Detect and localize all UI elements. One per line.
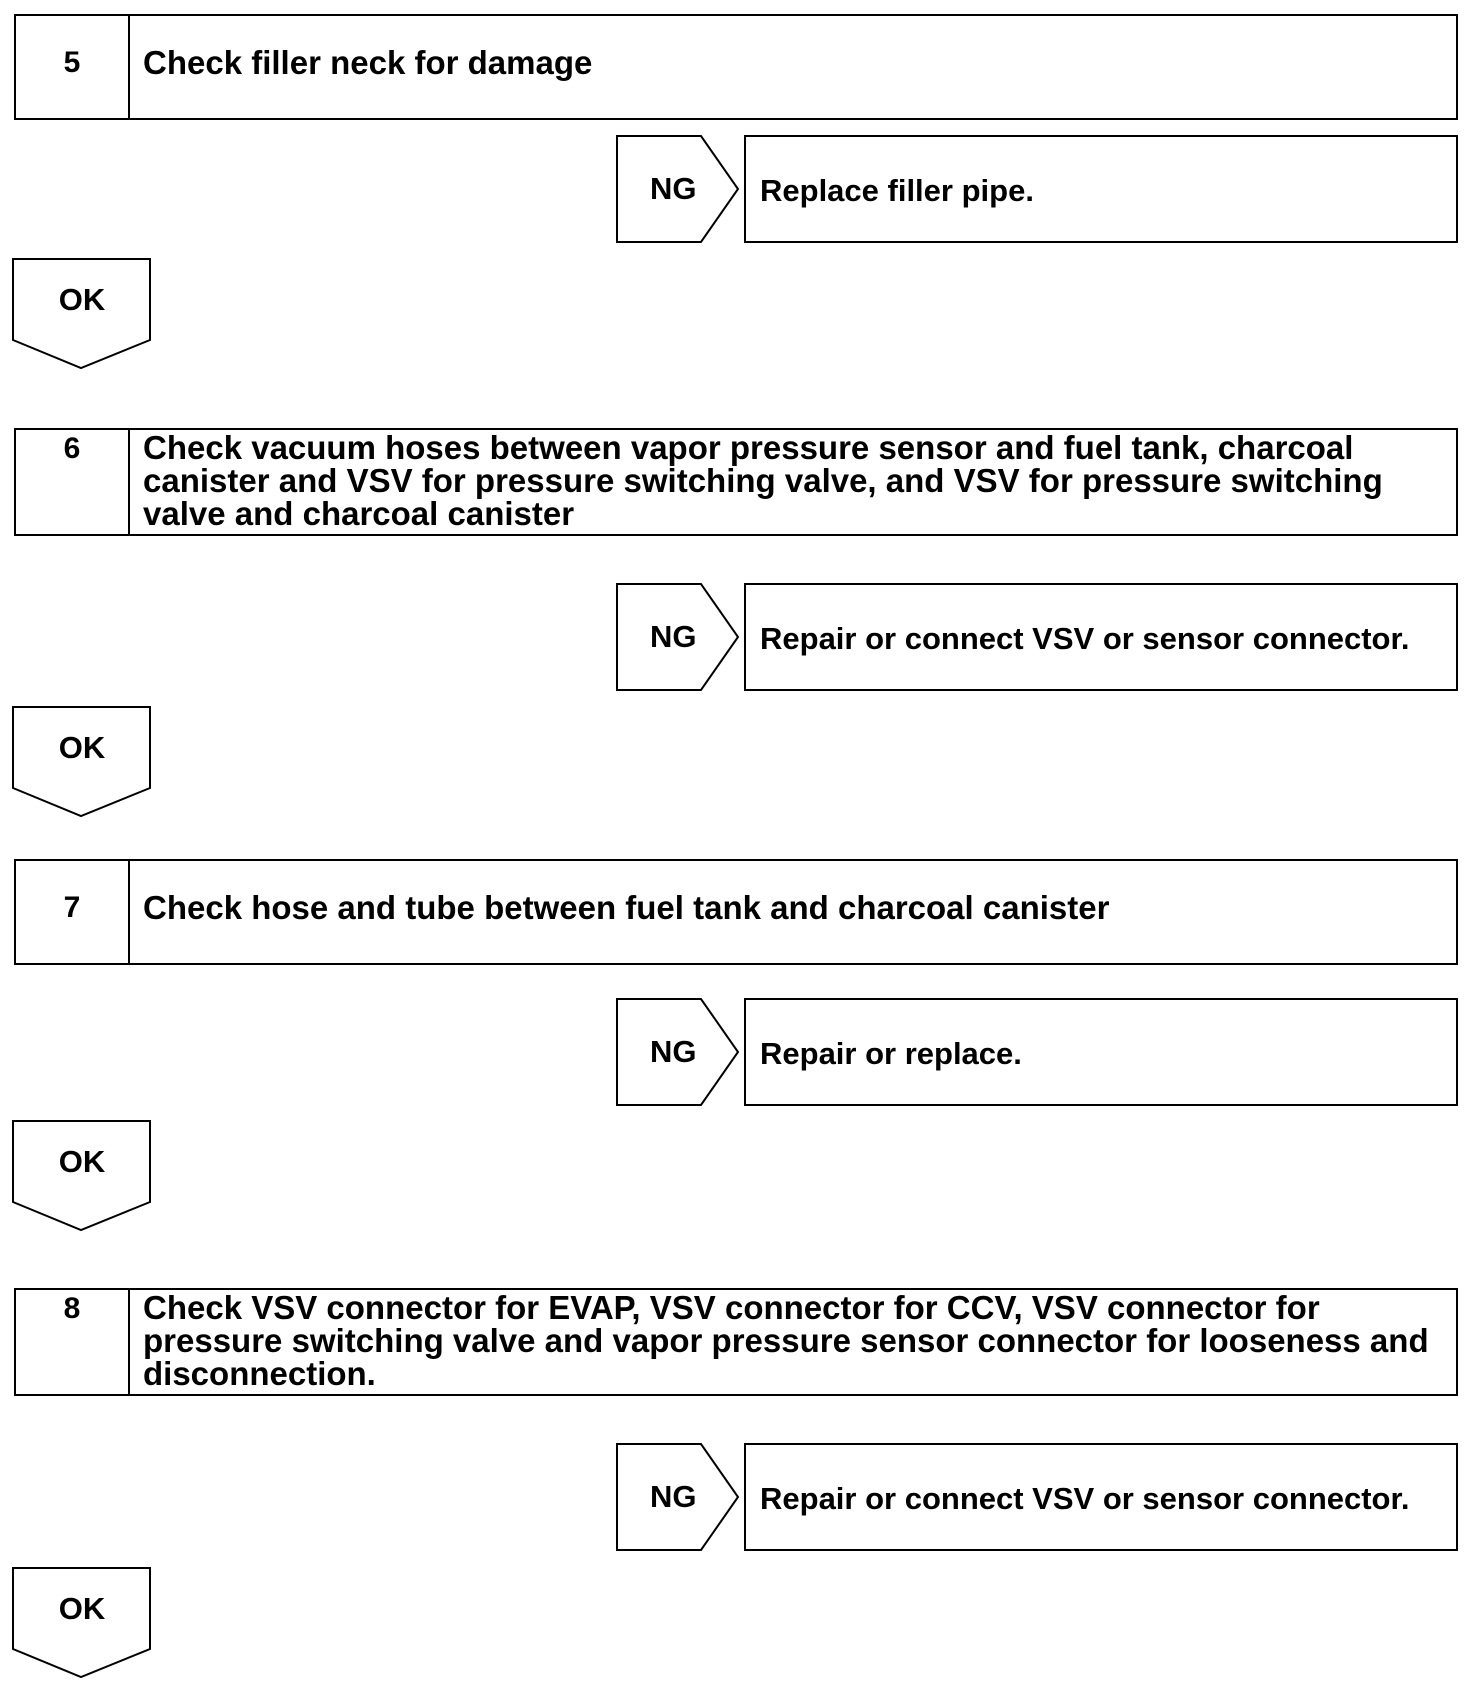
ng-action-box: [744, 135, 1458, 243]
step-number: 6: [16, 430, 130, 534]
ng-tag: [616, 998, 741, 1106]
step-description: Check vacuum hoses between vapor pressure sensor and fuel tank, charcoal canister and VSV for pressure switching valve, and VSV for pressure switching valve and charcoal canister: [143, 429, 1383, 532]
step-8-box: [14, 1288, 1458, 1396]
ok-label: OK: [58, 282, 106, 317]
ng-action-box: [744, 1443, 1458, 1551]
ng-label: NG: [650, 619, 697, 654]
ng-label: NG: [650, 1479, 697, 1514]
step-description: Check hose and tube between fuel tank and charcoal canister: [143, 889, 1110, 926]
ng-tag: [616, 135, 741, 243]
ok-label: OK: [58, 1591, 106, 1626]
ok-tag: [12, 1567, 152, 1679]
ng-action-text: Repair or replace.: [760, 1036, 1022, 1071]
ng-action-box: [744, 583, 1458, 691]
ng-action-text: Replace filler pipe.: [760, 173, 1034, 208]
ng-tag: [616, 583, 741, 691]
step-number: 8: [16, 1290, 130, 1394]
ng-label: NG: [650, 171, 697, 206]
ng-action-text: Repair or connect VSV or sensor connector.: [760, 621, 1410, 656]
step-description: Check filler neck for damage: [143, 44, 593, 81]
ng-action-text: Repair or connect VSV or sensor connector.: [760, 1481, 1410, 1516]
step-5-box: [14, 14, 1458, 120]
step-number: 7: [16, 861, 130, 963]
ok-tag: [12, 1120, 152, 1232]
ok-label: OK: [58, 1144, 106, 1179]
ok-tag: [12, 258, 152, 370]
ng-tag: [616, 1443, 741, 1551]
ok-tag: [12, 706, 152, 818]
step-description: Check VSV connector for EVAP, VSV connector for CCV, VSV connector for pressure switching valve and vapor pressure sensor connector for looseness and disconnection.: [143, 1289, 1429, 1392]
step-6-box: [14, 428, 1458, 536]
step-number: 5: [16, 16, 130, 118]
step-7-box: [14, 859, 1458, 965]
ng-label: NG: [650, 1034, 697, 1069]
ng-action-box: [744, 998, 1458, 1106]
ok-label: OK: [58, 730, 106, 765]
